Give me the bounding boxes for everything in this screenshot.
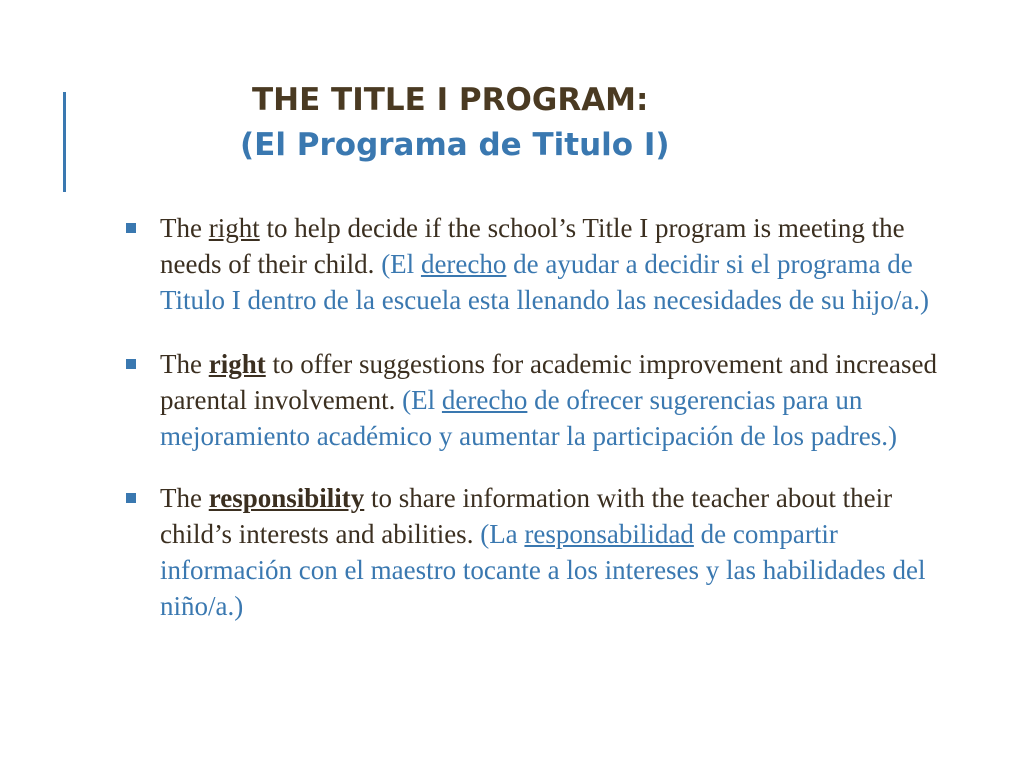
square-bullet-icon — [126, 359, 136, 369]
bullet-en-post: to share information with the teacher about their child’s interests and abilities. — [160, 483, 893, 549]
title-block — [240, 78, 840, 168]
bullet-es-pre: (El — [374, 249, 421, 279]
bullet-item-2 — [122, 346, 962, 454]
slide-subtitle: (El Programa de Titulo I) — [240, 127, 670, 163]
slide-title: THE TITLE I PROGRAM: — [252, 82, 649, 118]
title-accent-bar — [63, 92, 66, 192]
bullet-es-pre: (La — [473, 519, 525, 549]
bullet-en-post: to offer suggestions for academic improvement and increased parental involvement. — [160, 349, 938, 415]
bullet-en-post: to help decide if the school’s Title I program is meeting the needs of their child. — [160, 213, 905, 279]
bullet-en-key: responsibility — [208, 483, 365, 513]
bullet-es-post: de ayudar a decidir si el programa de Titulo I dentro de la escuela esta llenando las necesidades de su hijo/a.) — [160, 249, 930, 315]
bullet-es-key: responsabilidad — [524, 519, 694, 549]
bullet-es-key: derecho — [441, 385, 528, 415]
bullet-en-key: right — [208, 213, 260, 243]
bullet-en-pre: The — [160, 213, 209, 243]
bullet-es-post: de compartir información con el maestro tocante a los intereses y las habilidades del niño/a.) — [160, 519, 926, 621]
square-bullet-icon — [126, 223, 136, 233]
bullet-list — [122, 210, 962, 652]
bullet-en-key: right — [208, 349, 266, 379]
bullet-item-3 — [122, 480, 962, 624]
bullet-item-1 — [122, 210, 962, 318]
bullet-es-post: de ofrecer sugerencias para un mejoramiento académico y aumentar la participación de los padres.) — [160, 385, 897, 451]
square-bullet-icon — [126, 493, 136, 503]
bullet-es-pre: (El — [395, 385, 442, 415]
bullet-en-pre: The — [160, 483, 209, 513]
bullet-es-key: derecho — [420, 249, 507, 279]
bullet-en-pre: The — [160, 349, 209, 379]
